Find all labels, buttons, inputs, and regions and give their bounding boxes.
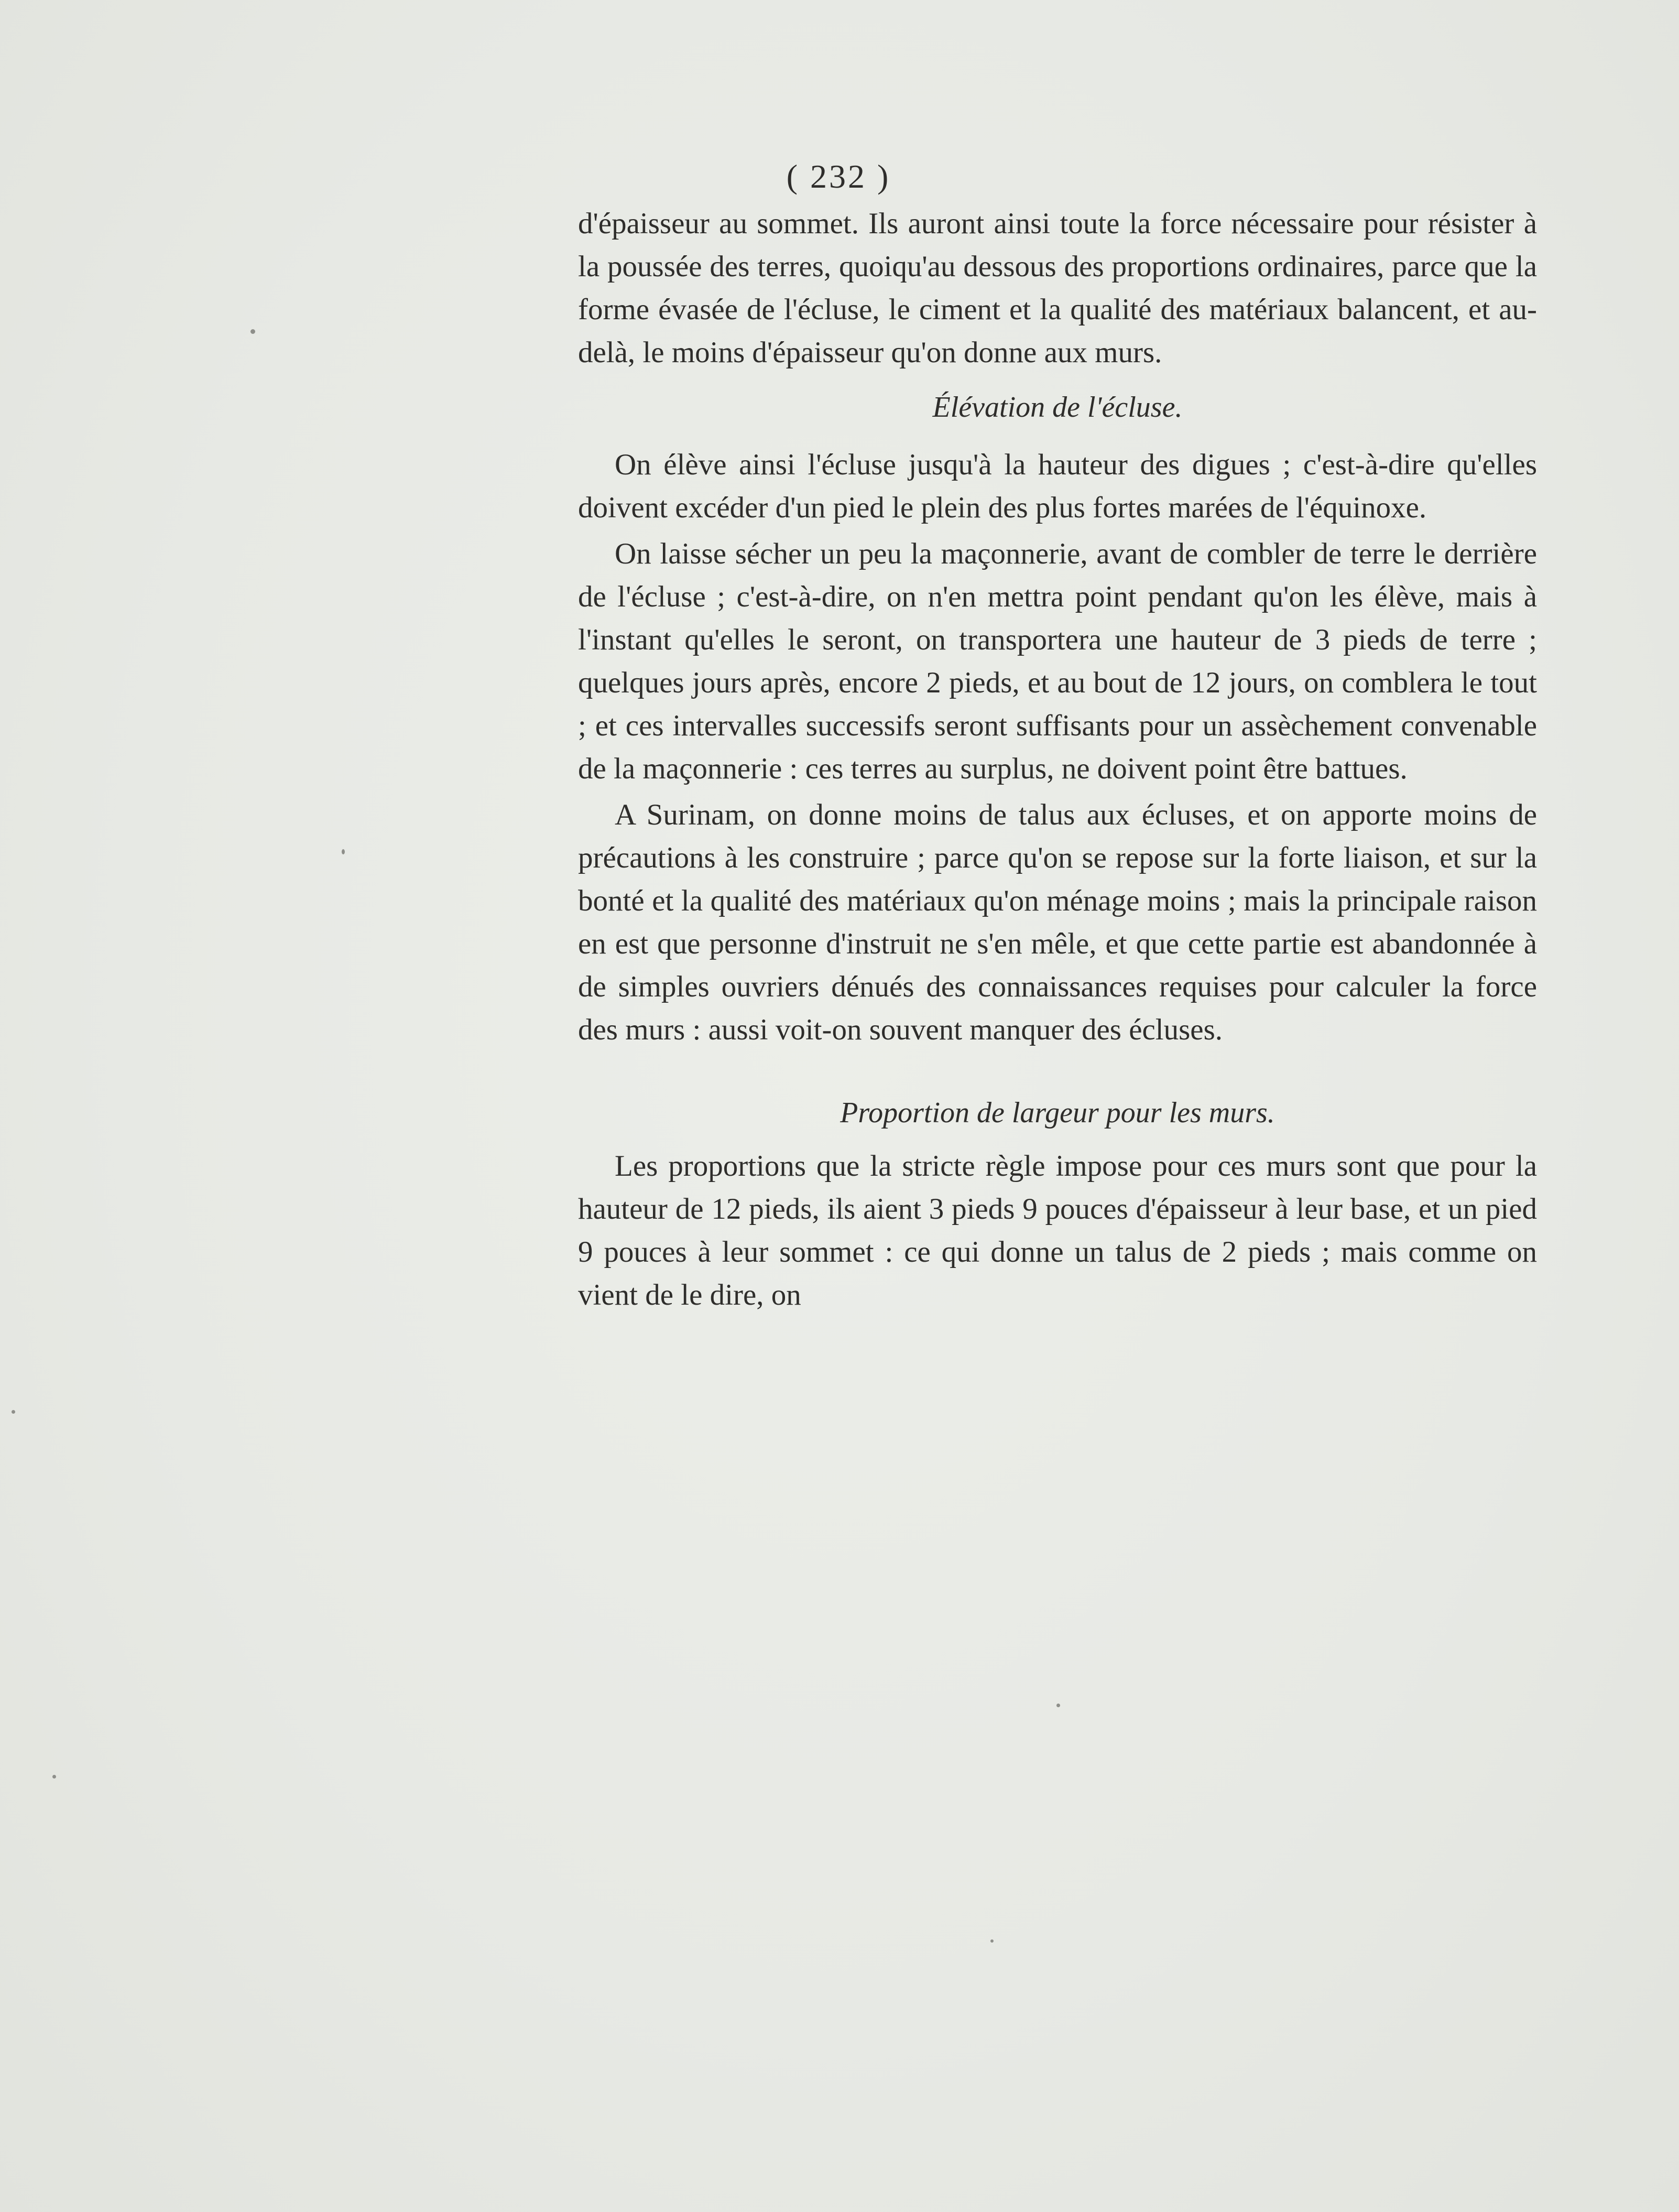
section-heading-elevation: Élévation de l'écluse.	[932, 391, 1183, 424]
paragraph-elevation: On élève ainsi l'écluse jusqu'à la hauteur des digues ; c'est-à-dire qu'elles doivent excéder d'un pied le plein des plus fortes marées de l'équinoxe.	[578, 448, 1537, 524]
paper-speck	[12, 1410, 15, 1414]
paragraph-proportions: Les proportions que la stricte règle impose pour ces murs sont que pour la hauteur de 12 pieds, ils aient 3 pieds 9 pouces d'épaisseur à leur base, et un pied 9 pouces à leur sommet : ce qui donne un talus de 2 pieds ; mais comme on vient de le dire, on	[578, 1150, 1537, 1311]
section-heading-proportion: Proportion de largeur pour les murs.	[840, 1097, 1275, 1129]
paper-speck	[52, 1775, 56, 1779]
paper-speck	[990, 1939, 994, 1943]
paper-speck	[1056, 1704, 1060, 1707]
page-number: ( 232 )	[786, 158, 891, 195]
text-body	[578, 202, 1537, 1317]
paragraph-continuation: d'épaisseur au sommet. Ils auront ainsi toute la force nécessaire pour résister à la poussée des terres, quoiqu'au dessous des proportions ordinaires, parce que la forme évasée de l'écluse, le ciment et la qualité des matériaux balancent, et au-delà, le moins d'épaisseur qu'on donne aux murs.	[578, 207, 1537, 369]
paragraph-surinam: A Surinam, on donne moins de talus aux écluses, et on apporte moins de précautions à les construire ; parce qu'on se repose sur la forte liaison, et sur la bonté et la qualité des matériaux qu'on ménage moins ; mais la principale raison en est que personne d'instruit ne s'en mêle, et que cette partie est abandonnée à de simples ouvriers dénués des connaissances requises pour calculer la force des murs : aussi voit-on souvent manquer des écluses.	[578, 798, 1537, 1046]
paper-speck	[250, 329, 255, 334]
paragraph-drying: On laisse sécher un peu la maçonnerie, avant de combler de terre le derrière de l'écluse ; c'est-à-dire, on n'en mettra point pendant qu'on les élève, mais à l'instant qu'elles le seront, on transportera une hauteur de 3 pieds de terre ; quelques jours après, encore 2 pieds, et au bout de 12 jours, on comblera le tout ; et ces intervalles successifs seront suffisants pour un assèchement convenable de la maçonnerie : ces terres au surplus, ne doivent point être battues.	[578, 537, 1537, 785]
paper-speck	[342, 849, 345, 854]
